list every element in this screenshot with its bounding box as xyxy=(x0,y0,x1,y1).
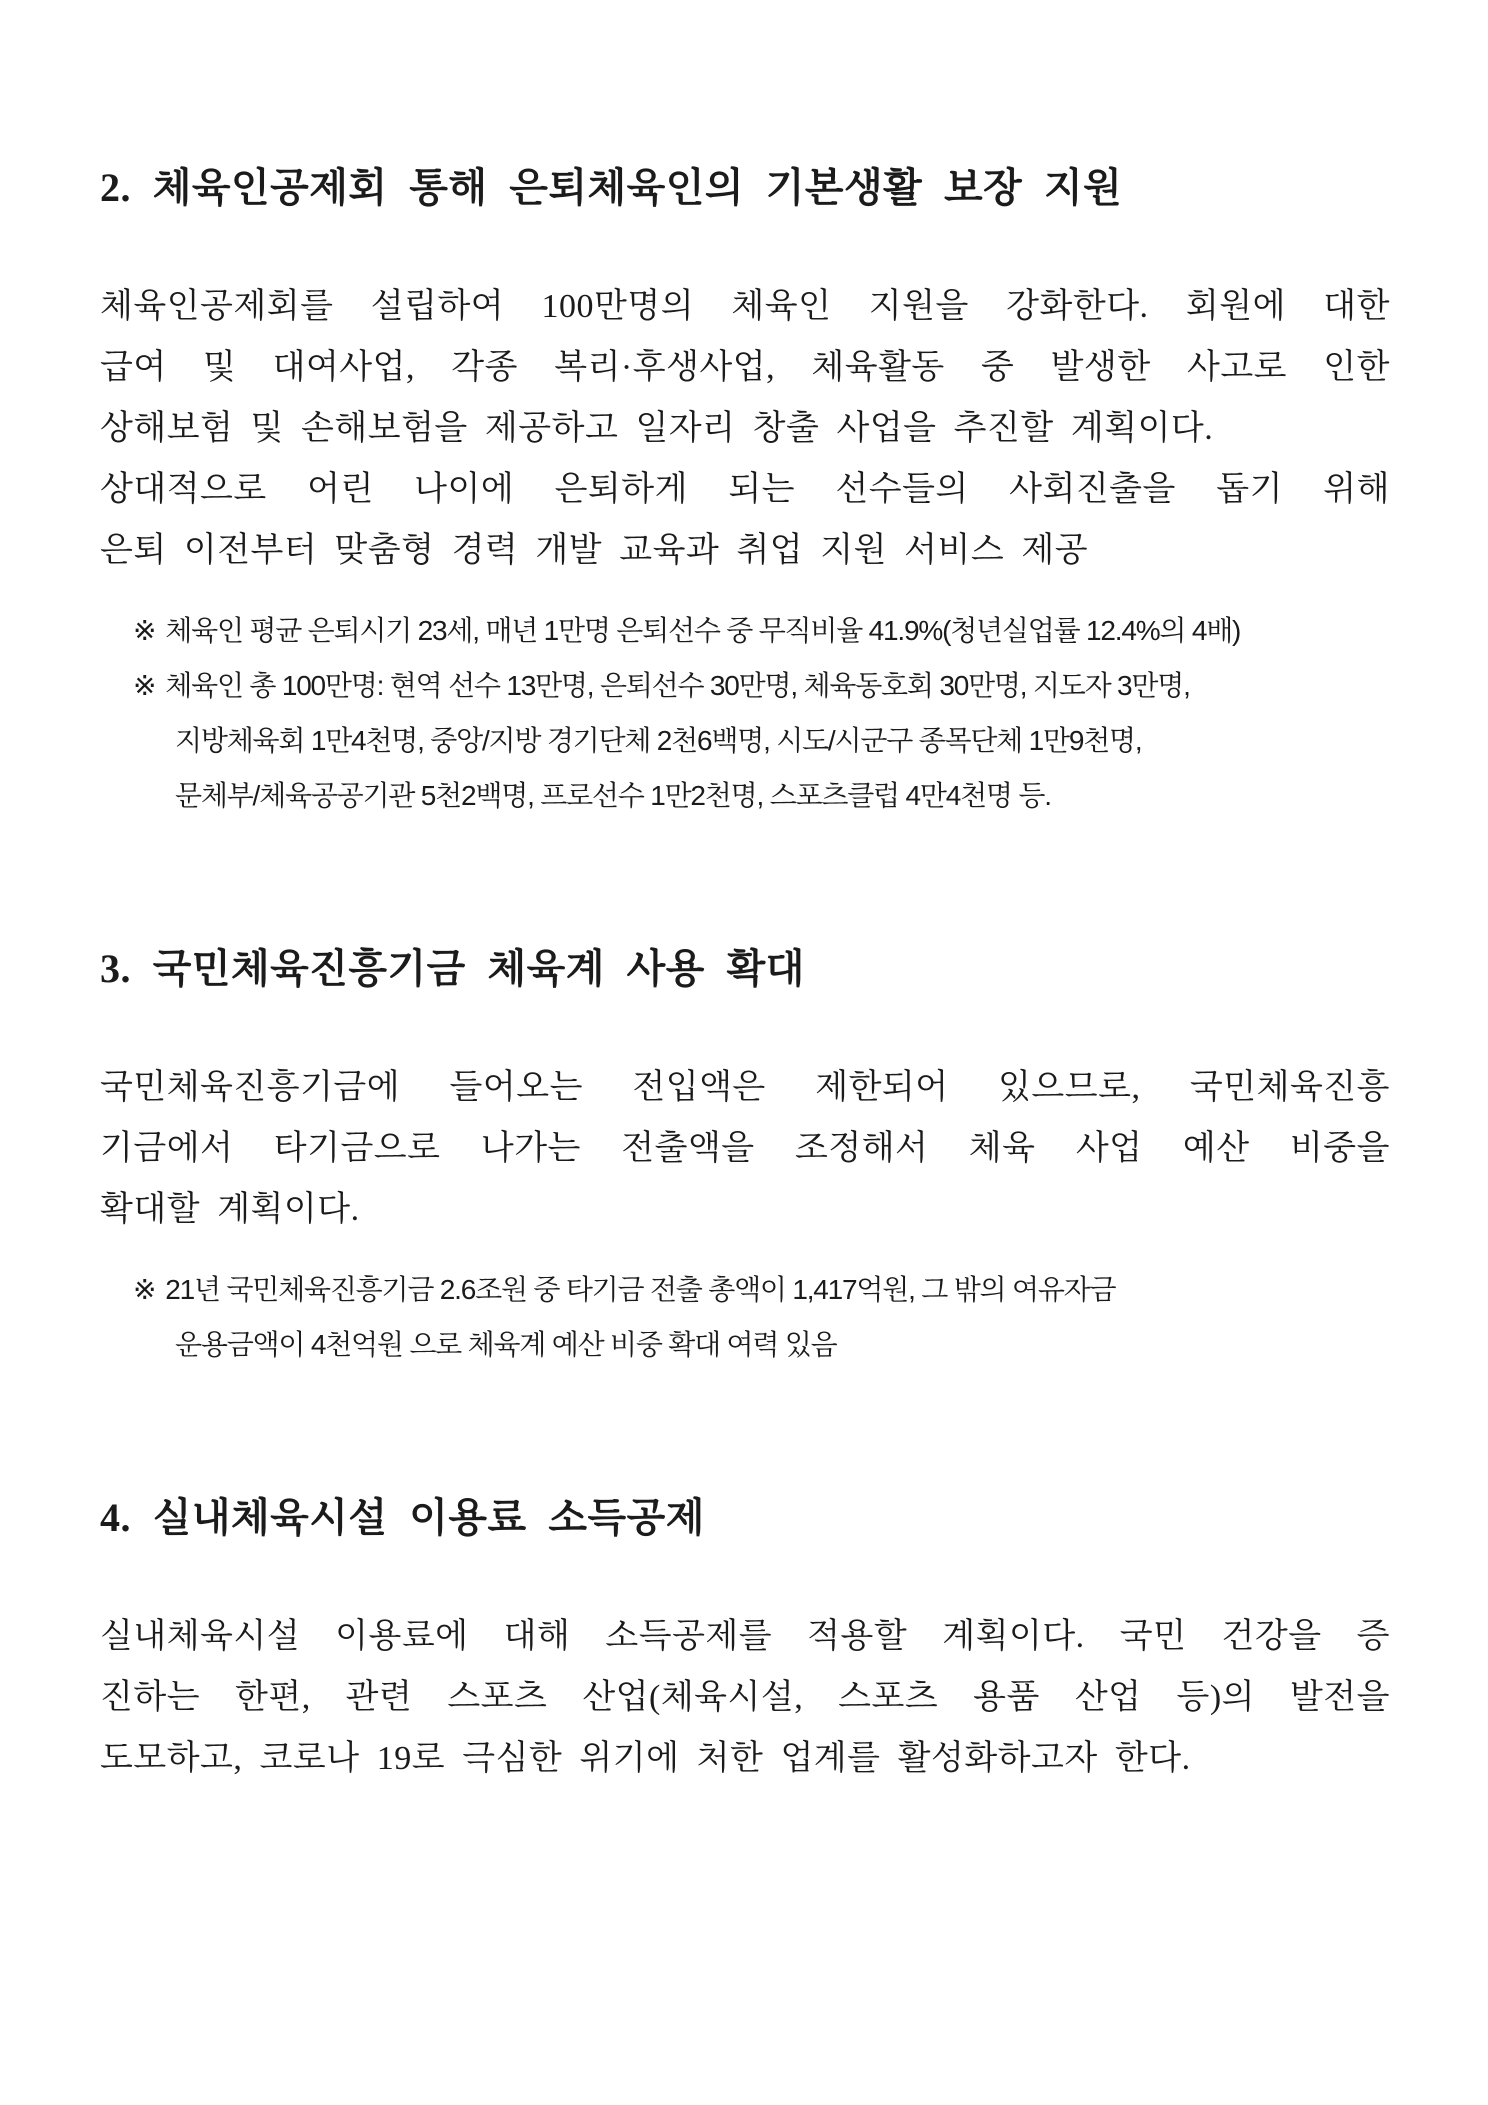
body-line: 확대할 계획이다. xyxy=(100,1191,360,1228)
note-line: 문체부/체육공공기관 5천2백명, 프로선수 1만2천명, 스포츠클럽 4만4천명 등. xyxy=(175,780,1051,811)
note-line: ※ 체육인 총 100만명: 현역 선수 13만명, 은퇴선수 30만명, 체육동호회 30만명, 지도자 3만명, xyxy=(133,670,1190,701)
section-2-heading: 2. 체육인공제회 통해 은퇴체육인의 기본생활 보장 지원 xyxy=(100,165,1123,210)
note-item-1 xyxy=(133,1262,1425,1372)
body-line: 도모하고, 코로나 19로 극심한 위기에 처한 업계를 활성화하고자 한다. xyxy=(100,1740,1191,1777)
note-line: ※ 21년 국민체육진흥기금 2.6조원 중 타기금 전출 총액이 1,417억원, 그 밖의 여유자금 xyxy=(133,1274,1116,1305)
section-3-heading: 3. 국민체육진흥기금 체육계 사용 확대 xyxy=(100,946,805,991)
body-line: 실내체육시설 이용료에 대해 소득공제를 적용할 계획이다. 국민 건강을 증 xyxy=(100,1618,1390,1655)
section-2 xyxy=(100,160,1425,823)
section-4 xyxy=(100,1490,1425,1789)
section-2-paragraph-2 xyxy=(100,459,1390,581)
reference-mark-icon: ※ xyxy=(133,615,156,646)
section-3-notes xyxy=(133,1262,1425,1372)
reference-mark-icon: ※ xyxy=(133,670,156,701)
body-line: 급여 및 대여사업, 각종 복리·후생사업, 체육활동 중 발생한 사고로 인한 xyxy=(100,349,1390,386)
section-2-paragraph-1 xyxy=(100,276,1390,459)
note-item-1 xyxy=(133,603,1425,658)
body-line: 상대적으로 어린 나이에 은퇴하게 되는 선수들의 사회진출을 돕기 위해 xyxy=(100,471,1390,508)
note-item-2 xyxy=(133,658,1425,823)
section-2-notes xyxy=(133,603,1425,823)
body-line: 기금에서 타기금으로 나가는 전출액을 조정해서 체육 사업 예산 비중을 xyxy=(100,1130,1390,1167)
note-line: 지방체육회 1만4천명, 중앙/지방 경기단체 2천6백명, 시도/시군구 종목단체 1만9천명, xyxy=(175,725,1142,756)
section-4-heading: 4. 실내체육시설 이용료 소득공제 xyxy=(100,1495,705,1540)
body-line: 상해보험 및 손해보험을 제공하고 일자리 창출 사업을 추진할 계획이다. xyxy=(100,410,1214,447)
section-3-paragraph-1 xyxy=(100,1057,1390,1240)
note-line: 운용금액이 4천억원 으로 체육계 예산 비중 확대 여력 있음 xyxy=(175,1329,837,1360)
body-line: 체육인공제회를 설립하여 100만명의 체육인 지원을 강화한다. 회원에 대한 xyxy=(100,288,1390,325)
section-3 xyxy=(100,941,1425,1372)
section-4-paragraph-1 xyxy=(100,1606,1390,1789)
body-line: 진하는 한편, 관련 스포츠 산업(체육시설, 스포츠 용품 산업 등)의 발전을 xyxy=(100,1679,1390,1716)
reference-mark-icon: ※ xyxy=(133,1274,156,1305)
note-line: ※ 체육인 평균 은퇴시기 23세, 매년 1만명 은퇴선수 중 무직비율 41.9%(청년실업률 12.4%의 4배) xyxy=(133,615,1241,646)
body-line: 은퇴 이전부터 맞춤형 경력 개발 교육과 취업 지원 서비스 제공 xyxy=(100,532,1089,569)
body-line: 국민체육진흥기금에 들어오는 전입액은 제한되어 있으므로, 국민체육진흥 xyxy=(100,1069,1390,1106)
